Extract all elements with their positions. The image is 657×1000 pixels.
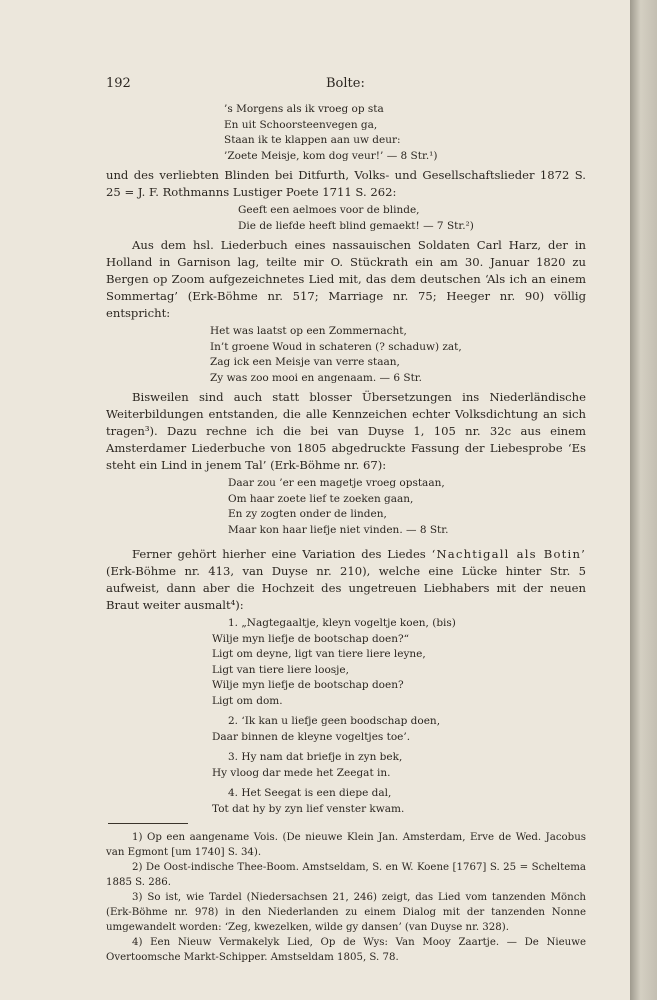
verse-line: Om haar zoete lief te zoeken gaan, xyxy=(228,492,414,505)
page-edge xyxy=(630,0,657,1000)
verse-line: 4. Het Seegat is een diepe dal, xyxy=(228,787,392,799)
verse-line: 1. „Nagtegaaltje, kleyn vogeltje koen, (bis) xyxy=(228,617,456,629)
verse-line: 3. Hy nam dat briefje in zyn bek, xyxy=(228,751,403,763)
body-text xyxy=(106,100,586,965)
paragraph-text: und des verliebten Blinden bei Ditfurth, Volks- und Gesellschaftslieder 1872 S. 25 = J. F. Rothmanns Lustiger Poete 1711 S. 262: xyxy=(106,168,586,199)
verse-line: Ligt van tiere liere loosje, xyxy=(212,663,349,676)
verse-line: ’Zoete Meisje, kom dog veur!’ — 8 Str.¹) xyxy=(224,149,438,162)
verse-line: Staan ik te klappen aan uw deur: xyxy=(224,134,401,146)
verse-line: Hy vloog dar mede het Zeegat in. xyxy=(212,766,391,779)
verse-line: Tot dat hy by zyn lief venster kwam. xyxy=(212,802,405,815)
verse-line: Daar binnen de kleyne vogeltjes toe’. xyxy=(212,730,411,743)
poem-nachtigall xyxy=(212,616,586,817)
paragraph-4 xyxy=(106,546,586,614)
footnote: 2) De Oost-indische Thee-Boom. Amstseldam, S. en W. Koene [1767] S. 25 = Scheltema 1885 S. 286. xyxy=(106,862,586,888)
paragraph-1 xyxy=(106,167,586,201)
paragraph-text-after: (Erk-Böhme nr. 413, van Duyse nr. 210), welche eine Lücke hinter Str. 5 aufweist, dann aber die Hochzeit des ungetreuen Liebhabers mit der neuen Braut weiter ausmalt⁴): xyxy=(106,564,586,612)
footnote: 4) Een Nieuw Vermakelyk Lied, Op de Wys: Van Mooy Zaartje. — De Nieuwe Overtoomsche Markt-Schipper. Amstseldam 1805, S. 78. xyxy=(106,937,586,963)
paragraph-2 xyxy=(106,237,586,322)
stanza-2 xyxy=(212,714,586,745)
verse-line: En zy zogten onder de linden, xyxy=(228,508,387,520)
page-number: 192 xyxy=(106,76,131,91)
verse-line: Maar kon haar liefje niet vinden. — 8 Str. xyxy=(228,523,449,536)
footnotes xyxy=(106,830,586,965)
song-title-spaced: ‘Nachtigall als Botin’ xyxy=(431,547,586,561)
verse-quote-2 xyxy=(238,203,586,234)
paragraph-3 xyxy=(106,389,586,474)
running-title: Bolte: xyxy=(326,76,365,91)
verse-line: Wilje myn liefje de bootschap doen?“ xyxy=(212,632,409,645)
verse-line: Het was laatst op een Zommernacht, xyxy=(210,325,407,337)
paragraph-text: Aus dem hsl. Liederbuch eines nassauischen Soldaten Carl Harz, der in Holland in Garnison lag, teilte mir O. Stückrath ein am 30. Januar 1820 zu Bergen op Zoom aufgezeichnetes Lied mit, das dem deutschen ‘Als ich an einem Sommertag’ (Erk-Böhme nr. 517; Marriage nr. 75; Heeger nr. 90) völlig entspricht: xyxy=(106,238,586,320)
verse-line: 2. ‘Ik kan u liefje geen boodschap doen, xyxy=(228,715,441,727)
stanza-4 xyxy=(212,786,586,817)
verse-quote-1 xyxy=(224,102,586,164)
footnote: 3) So ist, wie Tardel (Niedersachsen 21, 246) zeigt, das Lied vom tanzenden Mönch (Erk-Böhme nr. 978) in den Niederlanden zu einem Dialog mit der tanzenden Nonne umgewandelt worden: ‘Zeg, kwezelken, wilde gy dansen’ (van Duyse nr. 328). xyxy=(106,892,586,933)
verse-quote-4 xyxy=(228,476,586,538)
footnote-divider xyxy=(108,823,188,824)
verse-line: Die de liefde heeft blind gemaekt! — 7 Str.²) xyxy=(238,219,474,232)
paragraph-text xyxy=(106,546,586,614)
verse-line: In’t groene Woud in schateren (? schaduw) zat, xyxy=(210,340,462,353)
verse-line: Ligt om deyne, ligt van tiere liere leyne, xyxy=(212,648,426,660)
footnote: 1) Op een aangename Vois. (De nieuwe Klein Jan. Amsterdam, Erve de Wed. Jacobus van Egmont [um 1740] S. 34). xyxy=(106,832,586,858)
verse-quote-3 xyxy=(210,324,586,386)
verse-line: Geeft een aelmoes voor de blinde, xyxy=(238,204,420,216)
verse-line: Ligt om dom. xyxy=(212,694,283,707)
verse-line: ’s Morgens als ik vroeg op sta xyxy=(224,103,384,115)
stanza-3 xyxy=(212,750,586,781)
verse-line: Wilje myn liefje de bootschap doen? xyxy=(212,679,404,691)
verse-line: Zag ick een Meisje van verre staan, xyxy=(210,356,400,368)
paragraph-text: Bisweilen sind auch statt blosser Übersetzungen ins Niederländische Weiterbildungen entstanden, die alle Kennzeichen echter Volksdichtung an sich tragen³). Dazu rechne ich die bei van Duyse 1, 105 nr. 32c aus einem Amsterdamer Liederbuche von 1805 abgedruckte Fassung der Liebesprobe ‘Es steht ein Lind in jenem Tal’ (Erk-Böhme nr. 67): xyxy=(106,390,586,472)
paragraph-text-before: Ferner gehört hierher eine Variation des Liedes xyxy=(132,547,432,561)
verse-line: Daar zou ’er een magetje vroeg opstaan, xyxy=(228,477,445,489)
verse-line: En uit Schoorsteenvegen ga, xyxy=(224,118,378,131)
stanza-1 xyxy=(212,616,586,709)
verse-line: Zy was zoo mooi en angenaam. — 6 Str. xyxy=(210,371,423,384)
